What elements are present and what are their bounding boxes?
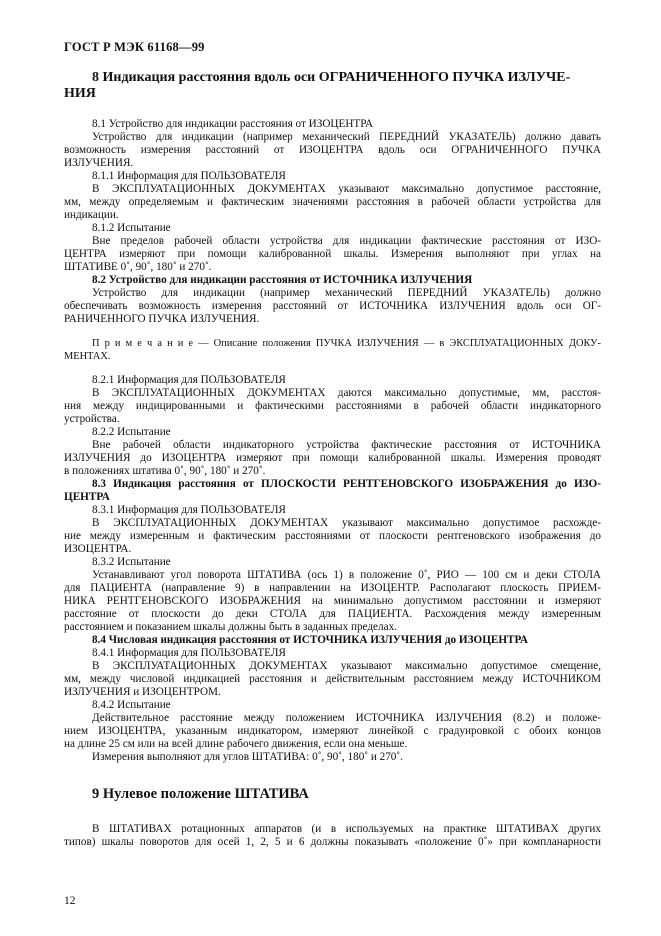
paragraph-line: мм, между числовой индикацией расстояния и действительным расстоянием между ИСТОЧНИКОМ [64, 673, 601, 685]
subheading-8-1-1: 8.1.1 Информация для ПОЛЬЗОВАТЕЛЯ [92, 170, 286, 182]
paragraph-line: ИЗЛУЧЕНИЯ. [64, 157, 134, 169]
paragraph-line: Действительное расстояние между положением ИСТОЧНИКА ИЗЛУЧЕНИЯ (8.2) и положе- [92, 712, 601, 724]
subheading-8-4-1: 8.4.1 Информация для ПОЛЬЗОВАТЕЛЯ [92, 647, 286, 659]
paragraph-line: индикации. [64, 209, 119, 221]
section-8-heading-line1: 8 Индикация расстояния вдоль оси ОГРАНИЧЕННОГО ПУЧКА ИЗЛУЧЕ- [92, 70, 571, 85]
subheading-8-2-2: 8.2.2 Испытание [92, 426, 171, 438]
note-line: МЕНТАХ. [64, 351, 111, 362]
paragraph-line: ИЗЛУЧЕНИЯ и ИЗОЦЕНТРОМ. [64, 686, 221, 698]
note-line [64, 337, 601, 350]
paragraph-line: В ЭКСПЛУАТАЦИОННЫХ ДОКУМЕНТАХ указывают максимально допустимое смещение, [92, 660, 601, 672]
section-8-heading-line2: НИЯ [64, 86, 96, 101]
document-header: ГОСТ Р МЭК 61168—99 [64, 40, 205, 54]
paragraph-line: Вне рабочей области индикаторного устройства фактические расстояния от ИСТОЧНИКА [92, 439, 601, 451]
subheading-8-3: 8.3 Индикация расстояния от ПЛОСКОСТИ РЕНТГЕНОВСКОГО ИЗОБРАЖЕНИЯ до ИЗО- [92, 478, 601, 490]
paragraph-line: В ЭКСПЛУАТАЦИОННЫХ ДОКУМЕНТАХ даются максимально допустимые, мм, расстоя- [92, 387, 601, 399]
paragraph-line: для ПАЦИЕНТА (направление 9) в направлении на ИЗОЦЕНТР. Располагают плоскость ПРИЕМ- [64, 582, 601, 594]
paragraph-line: ШТАТИВЕ 0˚, 90˚, 180˚ и 270˚. [64, 261, 212, 273]
subheading-8-2: 8.2 Устройство для индикации расстояния от ИСТОЧНИКА ИЗЛУЧЕНИЯ [92, 274, 473, 286]
paragraph-line: Вне пределов рабочей области устройства для индикации фактические расстояния от ИЗО- [92, 235, 601, 247]
subheading-8-3-2: 8.3.2 Испытание [92, 556, 171, 568]
paragraph-line: Устройство для индикации (например механический ПЕРЕДНИЙ УКАЗАТЕЛЬ) должно давать [92, 131, 601, 143]
paragraph-line: В ШТАТИВАХ ротационных аппаратов (и в используемых на практике ШТАТИВАХ других [92, 823, 601, 835]
paragraph-line: расстоянием и показанием шкалы должны быть в заданных пределах. [64, 621, 397, 633]
paragraph-line: ИЗОЦЕНТРА. [64, 543, 132, 555]
page-number: 12 [64, 895, 76, 907]
subheading-8-1: 8.1 Устройство для индикации расстояния от ИЗОЦЕНТРА [92, 118, 374, 130]
note-text: — Описание положения ПУЧКА ИЗЛУЧЕНИЯ — в ЭКСПЛУАТАЦИОННЫХ ДОКУ- [198, 338, 602, 349]
paragraph-line: НИКА РЕНТГЕНОВСКОГО ИЗОБРАЖЕНИЯ на минимально допустимом расстоянии и измеряют [64, 595, 601, 607]
paragraph-line: ния между индицированными и фактическими расстояниями в рабочей области индикаторного [64, 400, 601, 412]
paragraph-line: РАНИЧЕННОГО ПУЧКА ИЗЛУЧЕНИЯ. [64, 313, 260, 325]
paragraph-line: типов) шкалы поворотов для осей 1, 2, 5 и 6 должны показывать «положение 0˚» при компланарности [64, 836, 601, 848]
paragraph-line: мм, между определяемым и фактическим значениями расстояния в рабочей области устройства для [64, 196, 601, 208]
paragraph-line: В ЭКСПЛУАТАЦИОННЫХ ДОКУМЕНТАХ указывают максимально допустимое расхожде- [92, 517, 601, 529]
note-label: П р и м е ч а н и е [92, 338, 194, 349]
paragraph-line: ЦЕНТРА измеряют при помощи калиброванной шкалы. Измерения выполняют при углах на [64, 248, 601, 260]
subheading-8-1-2: 8.1.2 Испытание [92, 222, 171, 234]
paragraph-line: обеспечивать возможность измерения расстояний от ИСТОЧНИКА ИЗЛУЧЕНИЯ вдоль оси ОГ- [64, 300, 601, 312]
paragraph-line: В ЭКСПЛУАТАЦИОННЫХ ДОКУМЕНТАХ указывают максимально допустимое расстояние, [92, 183, 601, 195]
paragraph-line: Устройство для индикации (например механический ПЕРЕДНИЙ УКАЗАТЕЛЬ) должно [92, 287, 601, 299]
paragraph-line: Измерения выполняют для углов ШТАТИВА: 0˚, 90˚, 180˚ и 270˚. [92, 751, 403, 763]
subheading-8-3-1: 8.3.1 Информация для ПОЛЬЗОВАТЕЛЯ [92, 504, 286, 516]
subheading-8-2-1: 8.2.1 Информация для ПОЛЬЗОВАТЕЛЯ [92, 374, 286, 386]
paragraph-line: в положениях штатива 0˚, 90˚, 180˚ и 270˚. [64, 465, 266, 477]
subheading-8-4-2: 8.4.2 Испытание [92, 699, 171, 711]
paragraph-line: возможность измерения расстояний от ИЗОЦЕНТРА вдоль оси ОГРАНИЧЕННОГО ПУЧКА [64, 144, 601, 156]
subheading-8-4: 8.4 Числовая индикация расстояния от ИСТОЧНИКА ИЗЛУЧЕНИЯ до ИЗОЦЕНТРА [92, 634, 528, 646]
paragraph-line: Устанавливают угол поворота ШТАТИВА (ось 1) в положение 0˚, РИО — 100 см и деки СТОЛА [92, 569, 601, 581]
paragraph-line: расстояние от плоскости до деки СТОЛА для ПАЦИЕНТА. Расхождения между измеренным [64, 608, 601, 620]
section-9-heading: 9 Нулевое положение ШТАТИВА [92, 786, 309, 802]
paragraph-line: ние между измеренным и фактическим расстояниями от плоскости рентгеновского изображения до [64, 530, 601, 542]
paragraph-line: ИЗЛУЧЕНИЯ до ИЗОЦЕНТРА измеряют при помощи калиброванной шкалы. Измерения проводят [64, 452, 601, 464]
section-8-heading [64, 70, 601, 102]
paragraph-line: на длине 25 см или на всей длине рабочего движения, если она меньше. [64, 738, 408, 750]
paragraph-line: устройства. [64, 413, 120, 425]
subheading-8-3-cont: ЦЕНТРА [64, 491, 110, 503]
paragraph-line: нием ИЗОЦЕНТРА, указанным индикатором, измеряют линейкой с градуировкой с обоих концов [64, 725, 601, 737]
